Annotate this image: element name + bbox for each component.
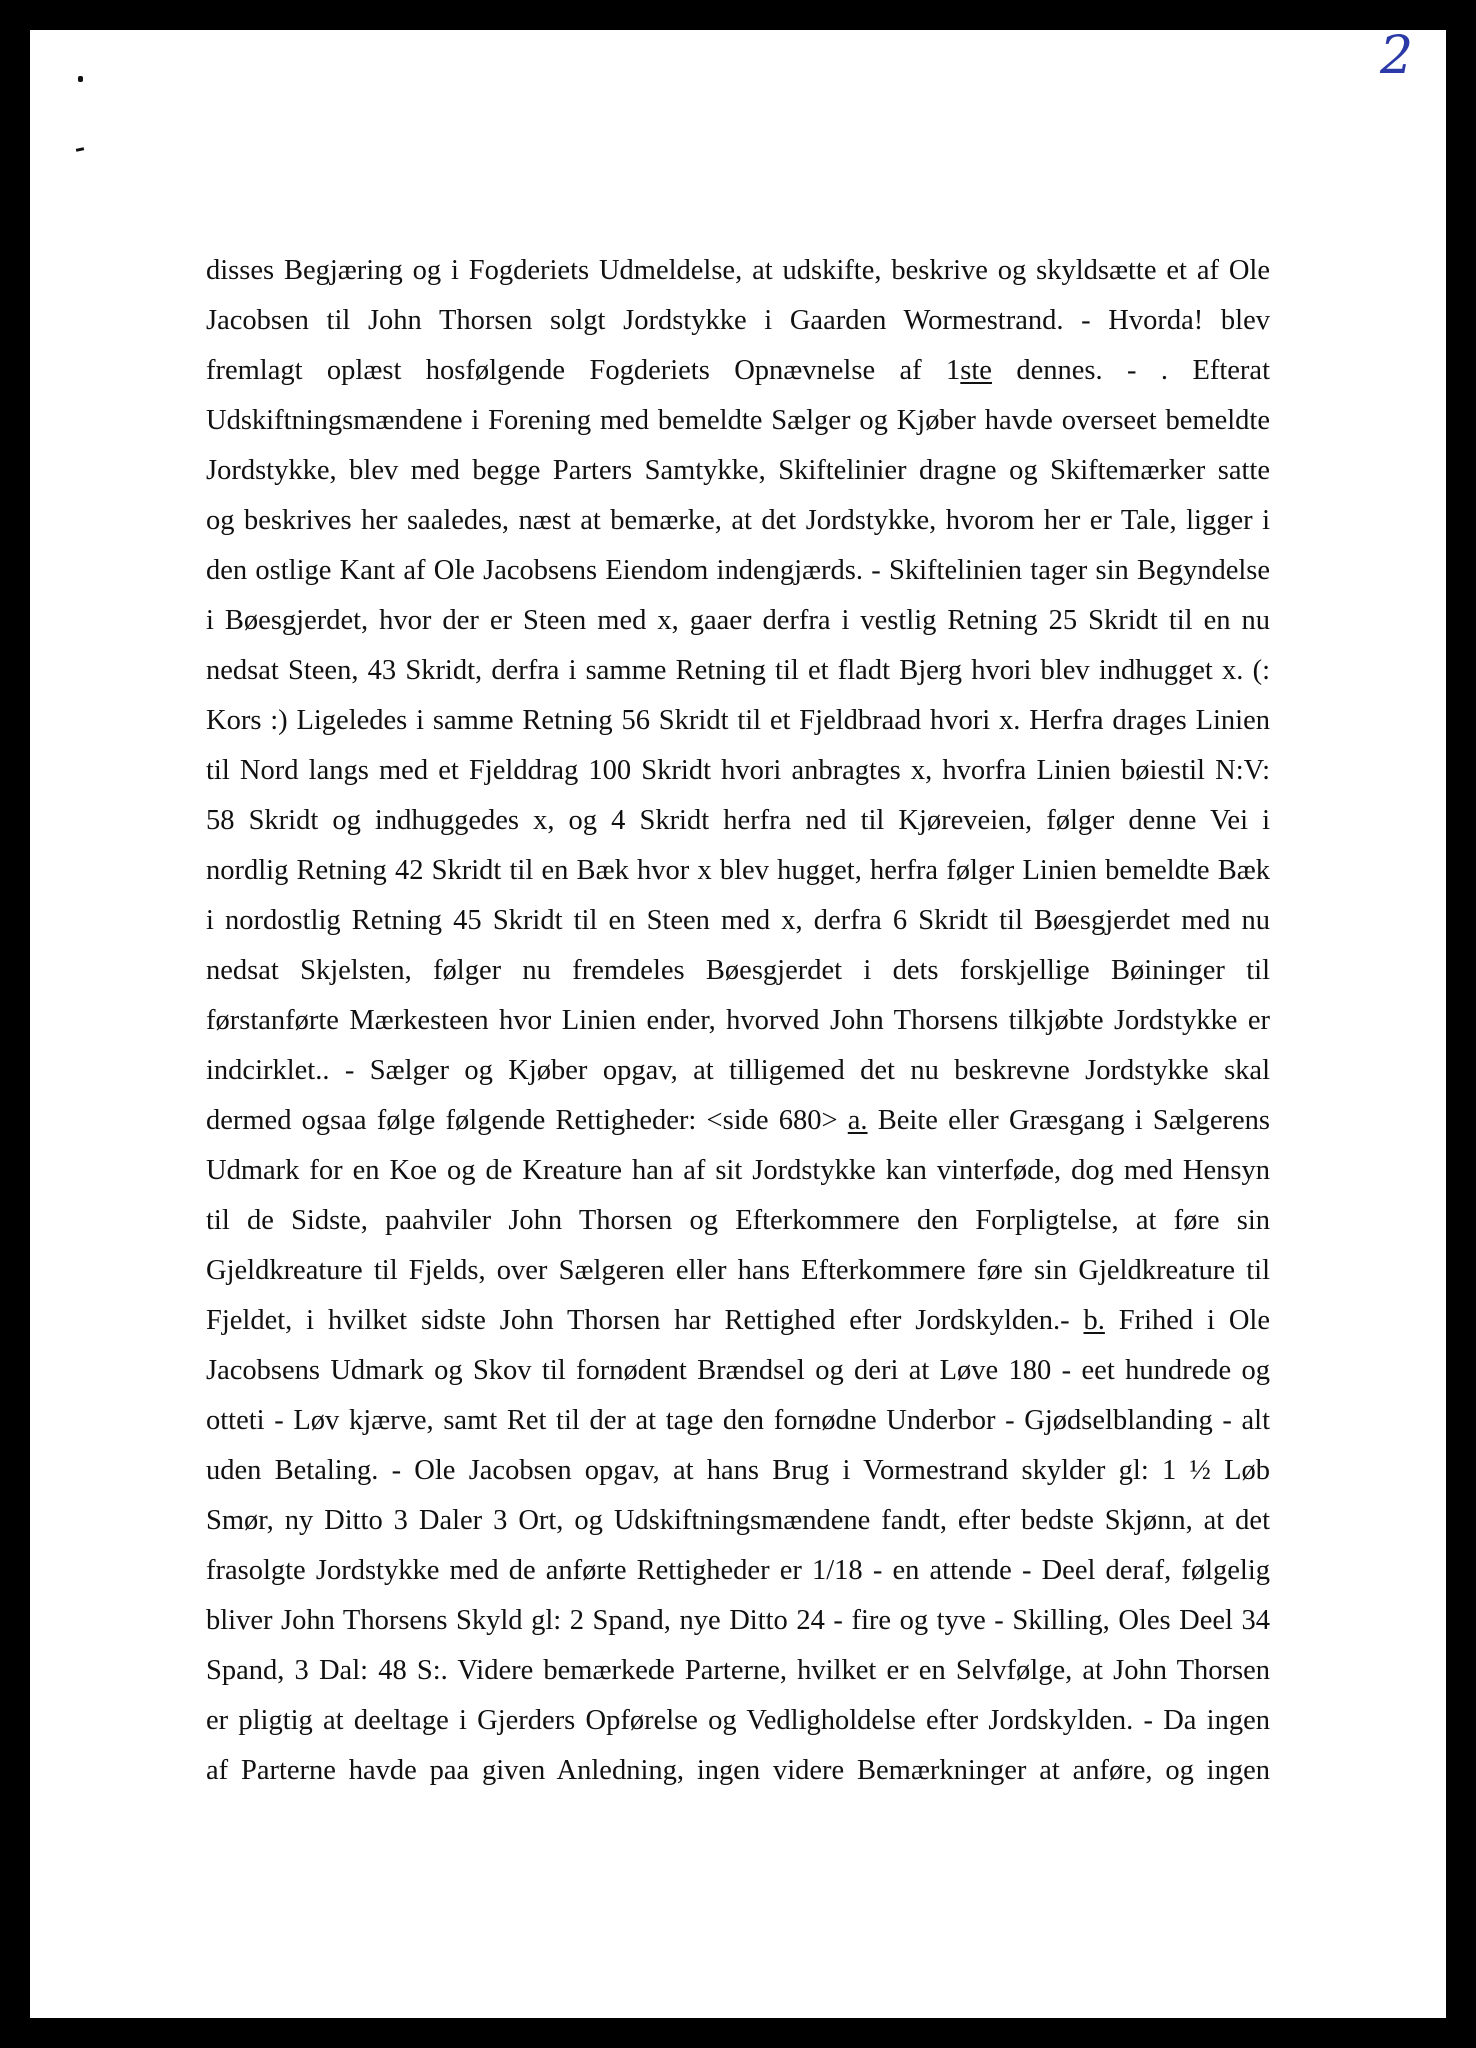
text-line: Smør, ny Ditto 3 Daler 3 Ort, og Udskiftningsmændene fandt, efter bedste Skjønn, at det — [206, 1505, 1270, 1536]
text-line: Gjeldkreature til Fjelds, over Sælgeren eller hans Efterkommere føre sin Gjeldkreature til — [206, 1255, 1270, 1286]
item-marker: b. — [1083, 1305, 1105, 1336]
document-page — [30, 26, 1446, 2018]
body-paragraph — [206, 246, 1270, 1796]
text-line: til Nord langs med et Fjelddrag 100 Skridt hvori anbragtes x, hvorfra Linien bøiestil N:V: — [206, 755, 1270, 786]
text-line: uden Betaling. - Ole Jacobsen opgav, at hans Brug i Vormestrand skylder gl: 1 ½ Løb — [206, 1455, 1270, 1486]
text-line: nedsat Steen, 43 Skridt, derfra i samme Retning til et fladt Bjerg hvori blev indhugget x. (: — [206, 655, 1270, 686]
page-number: 2 — [1380, 26, 1414, 86]
scan-speck — [78, 76, 83, 82]
text-line: nedsat Skjelsten, følger nu fremdeles Bøesgjerdet i dets forskjellige Bøininger til — [206, 955, 1270, 986]
text-line: Udskiftningsmændene i Forening med bemeldte Sælger og Kjøber havde overseet bemeldte — [206, 405, 1270, 436]
text-line: Fjeldet, i hvilket sidste John Thorsen har Rettighed efter Jordskylden.- b. Frihed i Ole — [206, 1305, 1270, 1336]
text-line: nordlig Retning 42 Skridt til en Bæk hvor x blev hugget, herfra følger Linien bemeldte Bæk — [206, 855, 1270, 886]
text-line: Udmark for en Koe og de Kreature han af sit Jordstykke kan vinterføde, dog med Hensyn — [206, 1155, 1270, 1186]
scan-speck — [76, 147, 84, 152]
text-line: fremlagt oplæst hosfølgende Fogderiets Opnævnelse af 1ste dennes. - . Efterat — [206, 355, 1270, 386]
text-line: Jordstykke, blev med begge Parters Samtykke, Skiftelinier dragne og Skiftemærker satte — [206, 455, 1270, 486]
text-line: i nordostlig Retning 45 Skridt til en Steen med x, derfra 6 Skridt til Bøesgjerdet med nu — [206, 905, 1270, 936]
text-line: førstanførte Mærkesteen hvor Linien ender, hvorved John Thorsens tilkjøbte Jordstykke er — [206, 1005, 1270, 1036]
text-line: af Parterne havde paa given Anledning, ingen videre Bemærkninger at anføre, og ingen — [206, 1755, 1270, 1786]
text-line: Jacobsens Udmark og Skov til fornødent Brændsel og deri at Løve 180 - eet hundrede og — [206, 1355, 1270, 1386]
text-line: bliver John Thorsens Skyld gl: 2 Spand, nye Ditto 24 - fire og tyve - Skilling, Oles Deel 34 — [206, 1605, 1270, 1636]
text-line: den ostlige Kant af Ole Jacobsens Eiendom indengjærds. - Skiftelinien tager sin Begyndelse — [206, 555, 1270, 586]
text-line: otteti - Løv kjærve, samt Ret til der at tage den fornødne Underbor - Gjødselblanding - alt — [206, 1405, 1270, 1436]
text-line: indcirklet.. - Sælger og Kjøber opgav, at tilligemed det nu beskrevne Jordstykke skal — [206, 1055, 1270, 1086]
text-line: Kors :) Ligeledes i samme Retning 56 Skridt til et Fjeldbraad hvori x. Herfra drages Linien — [206, 705, 1270, 736]
text-line: dermed ogsaa følge følgende Rettigheder: <side 680> a. Beite eller Græsgang i Sælgerens — [206, 1105, 1271, 1136]
text-line: Spand, 3 Dal: 48 S:. Videre bemærkede Parterne, hvilket er en Selvfølge, at John Thorsen — [206, 1655, 1270, 1686]
text-line: i Bøesgjerdet, hvor der er Steen med x, gaaer derfra i vestlig Retning 25 Skridt til en nu — [206, 605, 1270, 636]
superscript-abbrev: ste — [960, 355, 992, 386]
text-line: disses Begjæring og i Fogderiets Udmeldelse, at udskifte, beskrive og skyldsætte et af Ole — [206, 255, 1270, 286]
text-line: Jacobsen til John Thorsen solgt Jordstykke i Gaarden Wormestrand. - Hvorda! blev — [206, 305, 1270, 336]
item-marker: a. — [847, 1105, 868, 1136]
text-line: frasolgte Jordstykke med de anførte Rettigheder er 1/18 - en attende - Deel deraf, følgelig — [206, 1555, 1270, 1586]
text-line: er pligtig at deeltage i Gjerders Opførelse og Vedligholdelse efter Jordskylden. - Da ingen — [206, 1705, 1270, 1736]
text-line: til de Sidste, paahviler John Thorsen og Efterkommere den Forpligtelse, at føre sin — [206, 1205, 1270, 1236]
text-line: og beskrives her saaledes, næst at bemærke, at det Jordstykke, hvorom her er Tale, ligger i — [206, 505, 1270, 536]
text-line: 58 Skridt og indhuggedes x, og 4 Skridt herfra ned til Kjøreveien, følger denne Vei i — [206, 805, 1270, 836]
